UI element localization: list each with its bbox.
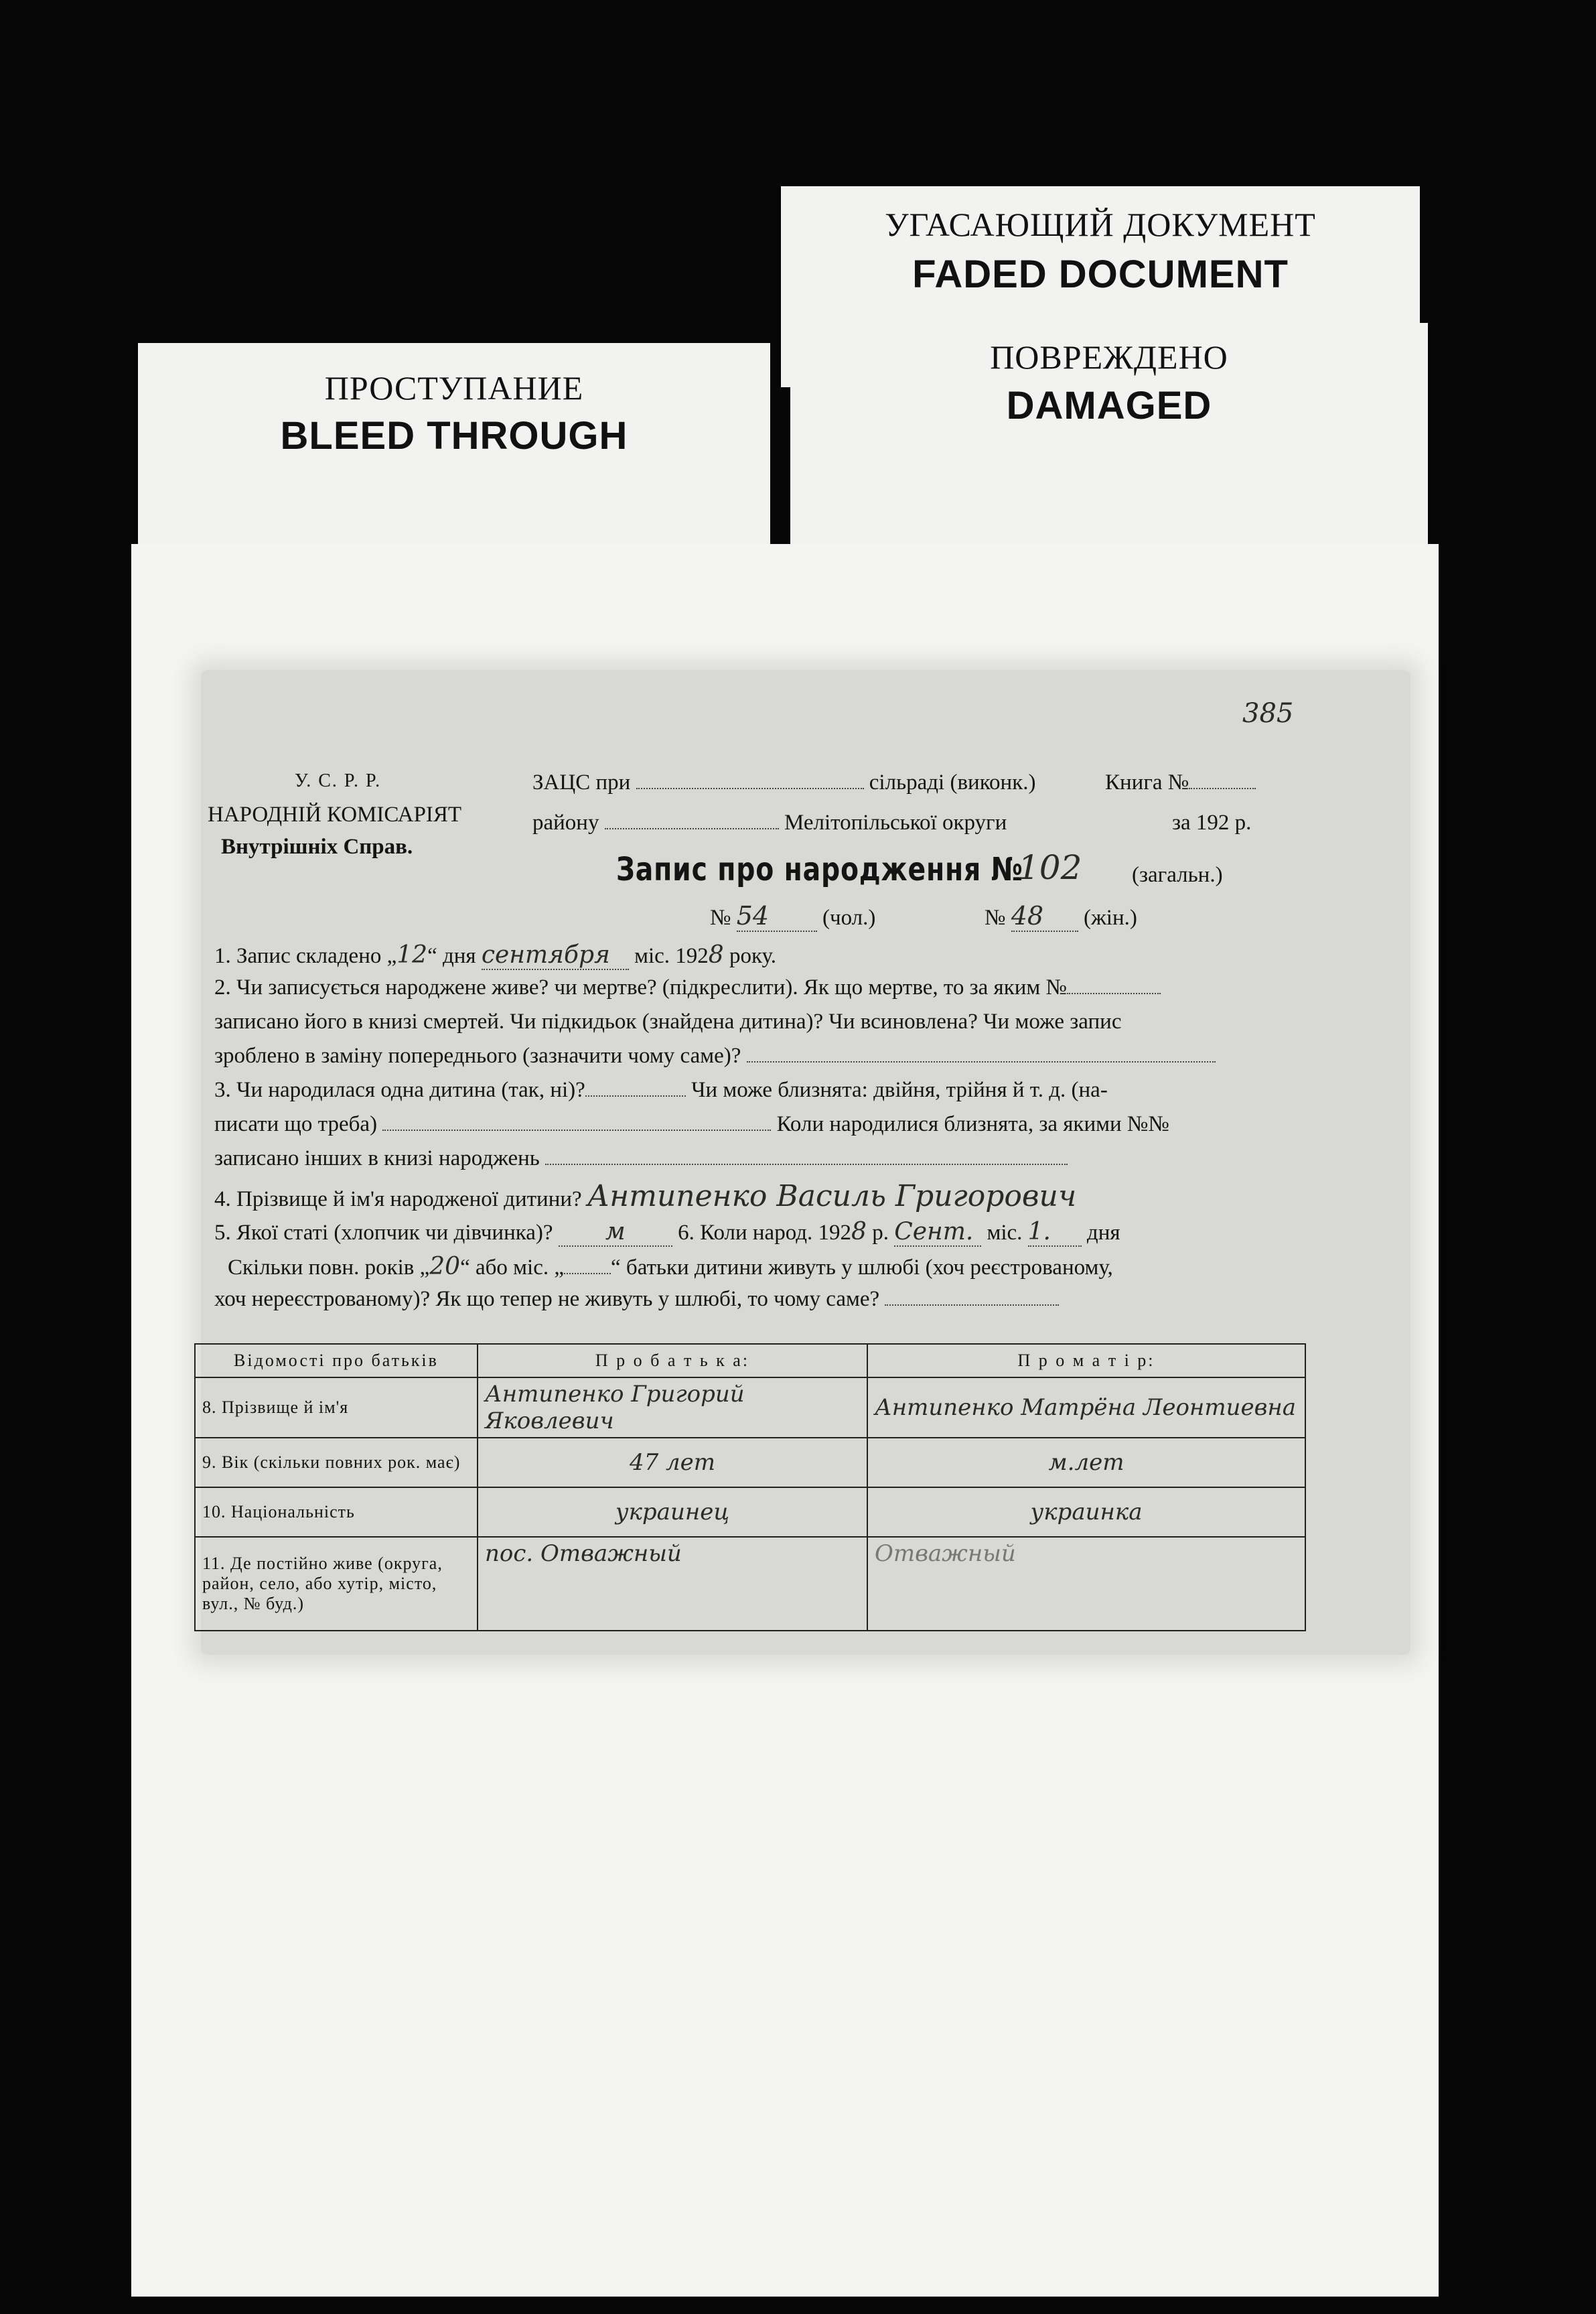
question-4: 4. Прізвище й ім'я народженої дитини? Антипенко Василь Григорович (214, 1179, 1077, 1213)
table-header-row (195, 1344, 1305, 1377)
question-7a: Скільки повн. років „20“ або міс. „ “ батьки дитини живуть у шлюбі (хоч реєстрованому, (228, 1253, 1113, 1280)
zags-label: ЗАЦС при сільраді (виконк.) (532, 770, 1036, 795)
mother-name: Антипенко Матрёна Леонтиевна (867, 1377, 1305, 1438)
birth-record-document (201, 670, 1410, 1655)
faded-label-en: FADED DOCUMENT (912, 253, 1289, 296)
female-counter: № 48 (жін.) (985, 901, 1137, 931)
damaged-label-en: DAMAGED (1006, 384, 1212, 427)
header-commissariat: НАРОДНІЙ КОМІСАРІЯТ (208, 803, 462, 827)
male-counter: № 54 (чол.) (710, 901, 876, 931)
table-row (195, 1487, 1305, 1537)
question-2b: записано його в книзі смертей. Чи підкидьок (знайдена дитина)? Чи всиновлена? Чи може запис (214, 1010, 1122, 1034)
question-7b: хоч нереєстрованому)? Як що тепер не живуть у шлюбі, то чому саме? (214, 1287, 1059, 1312)
page-number: 385 (1242, 698, 1294, 729)
faded-label-ru: УГАСАЮЩИЙ ДОКУМЕНТ (885, 206, 1316, 243)
question-2c: зроблено в заміну попереднього (зазначити чому саме)? (214, 1044, 1216, 1069)
question-2a: 2. Чи записується народжене живе? чи мертве? (підкреслити). Як що мертве, то за яким № (214, 975, 1161, 1000)
damaged-label-ru: ПОВРЕЖДЕНО (990, 338, 1228, 376)
header-internal-affairs: Внутрішніх Справ. (221, 835, 413, 859)
question-5-6: 5. Якої статі (хлопчик чи дівчинка)? м 6. Коли народ. 1928 р. Сент. міс. 1. дня (214, 1218, 1120, 1245)
table-header: П р о б а т ь к а: (478, 1344, 867, 1377)
table-row (195, 1438, 1305, 1487)
question-3a: 3. Чи народилася одна дитина (так, ні)? Чи може близнята: двійня, трійня й т. д. (на- (214, 1078, 1108, 1102)
damaged-card (790, 323, 1428, 564)
mother-nationality: украинка (867, 1487, 1305, 1537)
record-title: Запис про народження № (616, 851, 1023, 888)
year-label: за 192 р. (1172, 811, 1252, 835)
record-number: 102 (1018, 848, 1082, 887)
question-3c: записано інших в книзі народжень (214, 1146, 1068, 1171)
question-1: 1. Запис складено „12“ дня сентября міс. 1928 року. (214, 941, 776, 969)
table-header: П р о м а т і р: (867, 1344, 1305, 1377)
mother-age: м.лет (867, 1438, 1305, 1487)
header-ussr: У. С. Р. Р. (295, 770, 382, 791)
parents-table (194, 1343, 1306, 1631)
father-age: 47 лет (478, 1438, 867, 1487)
father-nationality: украинец (478, 1487, 867, 1537)
book-label: Книга № (1105, 770, 1256, 795)
father-name: Антипенко Григорий Яковлевич (478, 1377, 867, 1438)
general-label: (загальн.) (1132, 863, 1223, 887)
child-name: Антипенко Василь Григорович (587, 1179, 1077, 1213)
table-header: Відомості про батьків (195, 1344, 478, 1377)
bleed-label-ru: ПРОСТУПАНИЕ (324, 369, 584, 407)
row-label: 8. Прізвище й ім'я (195, 1377, 478, 1438)
raion-label: району Мелітопільської округи (532, 811, 1007, 835)
row-label: 11. Де постійно живе (округа, район, село, або хутір, місто, вул., № буд.) (195, 1537, 478, 1631)
table-row (195, 1537, 1305, 1631)
question-3b: писати що треба) Коли народилися близнята, за якими №№ (214, 1112, 1169, 1136)
table-row (195, 1377, 1305, 1438)
row-label: 9. Вік (скільки повних рок. має) (195, 1438, 478, 1487)
row-label: 10. Національність (195, 1487, 478, 1537)
father-residence: пос. Отважный (478, 1537, 867, 1631)
bleed-label-en: BLEED THROUGH (280, 414, 628, 458)
mother-residence: Отважный (867, 1537, 1305, 1631)
